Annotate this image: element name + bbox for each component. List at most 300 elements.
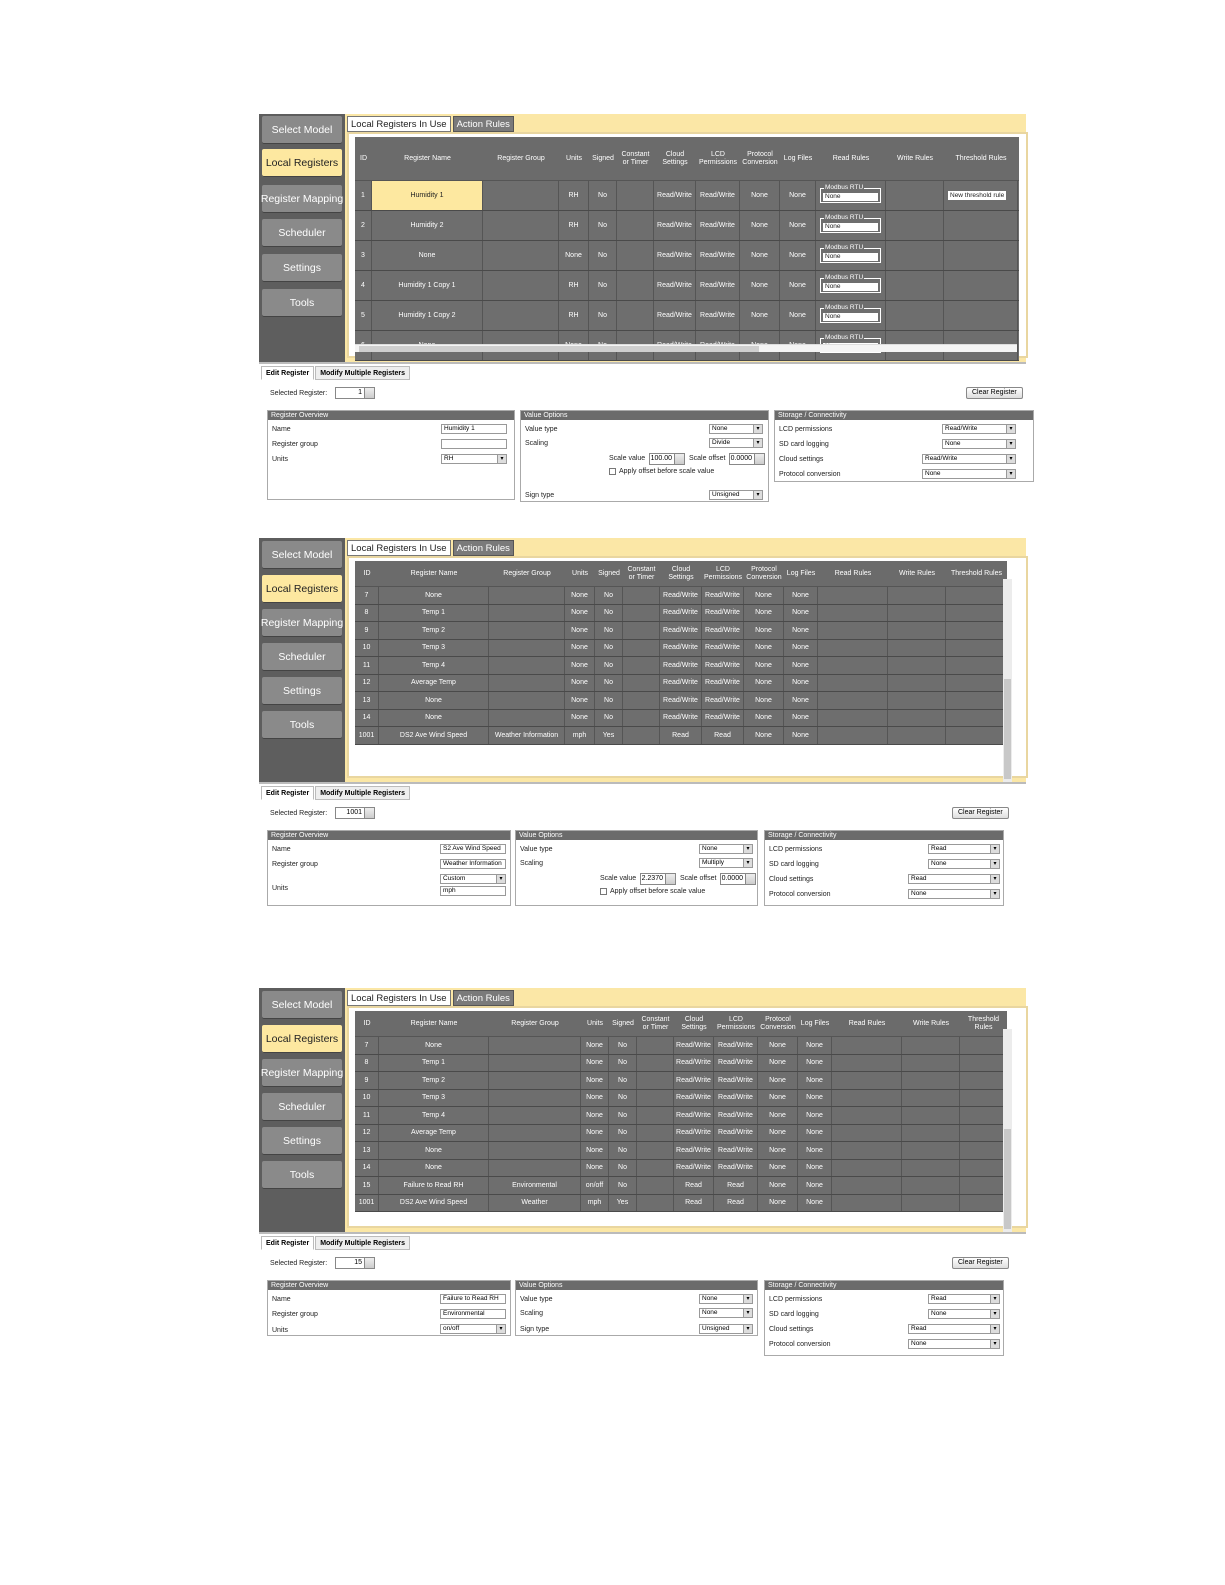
table-row[interactable] xyxy=(355,1037,1007,1055)
cell-signed: No xyxy=(595,640,623,657)
column-header-register-group[interactable]: Register Group xyxy=(511,1020,559,1027)
units-select[interactable]: Custom ▾ xyxy=(440,874,506,884)
column-header-protocol-conversion[interactable]: Protocol Conversion xyxy=(746,566,782,581)
cell-register-name: Temp 4 xyxy=(379,1107,489,1124)
cell-read-rules xyxy=(832,1177,902,1194)
cell-constant-timer xyxy=(623,605,660,622)
register-group-field[interactable] xyxy=(441,439,507,449)
clear-register-button[interactable]: Clear Register xyxy=(952,1257,1009,1269)
table-row[interactable] xyxy=(355,241,1019,271)
cell-register-group: Weather xyxy=(489,1195,581,1212)
cloud-settings-label: Cloud settings xyxy=(779,456,824,463)
nav-select-model[interactable]: Select Model xyxy=(262,116,342,144)
cell-lcd-permissions: Read/Write xyxy=(714,1090,758,1107)
cell-cloud-settings: Read/Write xyxy=(674,1037,714,1054)
read-rule-value: None xyxy=(823,223,878,231)
selected-register-stepper[interactable]: 1001 xyxy=(335,807,375,819)
column-header-lcd-permissions[interactable]: LCD Permissions xyxy=(703,566,743,581)
value-type-label: Value type xyxy=(520,846,553,853)
cell-lcd-permissions: Read/Write xyxy=(696,301,740,330)
cell-cloud-settings: Read/Write xyxy=(654,211,696,240)
nav-local-registers[interactable]: Local Registers xyxy=(262,149,342,177)
nav-select-model[interactable]: Select Model xyxy=(262,541,342,569)
vertical-scrollbar[interactable] xyxy=(1003,1029,1012,1239)
cell-constant-timer xyxy=(617,211,654,240)
column-header-protocol-conversion[interactable]: Protocol Conversion xyxy=(742,151,778,166)
cell-id: 13 xyxy=(355,1142,379,1159)
cell-log-files: None xyxy=(798,1142,832,1159)
cell-units: None xyxy=(581,1072,609,1089)
cell-signed: No xyxy=(595,622,623,639)
cell-units: None xyxy=(581,1107,609,1124)
tab-edit-register[interactable]: Edit Register xyxy=(261,366,314,380)
read-rule-box[interactable] xyxy=(820,274,881,293)
sd-card-logging-select[interactable]: None ▾ xyxy=(928,859,1000,869)
cell-read-rules xyxy=(816,241,886,270)
cell-register-group xyxy=(483,241,559,270)
screenshot-2 xyxy=(259,538,1026,910)
cell-units: None xyxy=(559,241,589,270)
apply-offset-checkbox[interactable] xyxy=(609,468,616,475)
cell-register-group xyxy=(489,1160,581,1177)
read-rule-box[interactable] xyxy=(820,214,881,233)
tab-edit-register[interactable]: Edit Register xyxy=(261,1236,314,1250)
cell-cloud-settings: Read/Write xyxy=(654,241,696,270)
cell-threshold-rules xyxy=(944,301,1018,330)
cell-read-rules xyxy=(832,1195,902,1212)
column-header-read-rules[interactable]: Read Rules xyxy=(834,570,872,577)
storage-header: Storage / Connectivity xyxy=(765,1281,1003,1290)
nav-settings[interactable]: Settings xyxy=(262,254,342,282)
cell-write-rules xyxy=(902,1090,960,1107)
cell-register-name: Average Temp xyxy=(379,1125,489,1142)
cell-threshold-rules xyxy=(944,241,1018,270)
tab-modify-multiple[interactable]: Modify Multiple Registers xyxy=(315,1236,410,1250)
protocol-conversion-label: Protocol conversion xyxy=(769,1341,831,1348)
column-header-threshold-rules[interactable]: Threshold Rules xyxy=(955,155,1007,162)
scale-offset-stepper[interactable]: 0.0000 xyxy=(720,873,756,885)
tab-local-registers[interactable]: Local Registers In Use xyxy=(347,116,451,132)
cell-read-rules xyxy=(818,727,888,744)
cell-id: 14 xyxy=(355,1160,379,1177)
cell-constant-timer xyxy=(623,622,660,639)
cell-register-name: Average Temp xyxy=(379,675,489,692)
cell-lcd-permissions: Read/Write xyxy=(714,1037,758,1054)
column-header-read-rules[interactable]: Read Rules xyxy=(848,1020,886,1027)
cell-lcd-permissions: Read/Write xyxy=(696,181,740,210)
cell-cloud-settings: Read/Write xyxy=(660,657,702,674)
cell-lcd-permissions: Read/Write xyxy=(702,622,744,639)
read-rule-label: Modbus RTU xyxy=(825,274,864,281)
table-row[interactable] xyxy=(355,1072,1007,1090)
cell-read-rules xyxy=(816,211,886,240)
clear-register-button[interactable]: Clear Register xyxy=(966,387,1023,399)
sign-type-select[interactable]: Unsigned ▾ xyxy=(699,1324,753,1334)
column-header-log-files[interactable]: Log Files xyxy=(800,1020,830,1027)
lcd-permissions-select[interactable]: Read ▾ xyxy=(928,1294,1000,1304)
cell-protocol-conversion: None xyxy=(758,1090,798,1107)
column-header-id[interactable]: ID xyxy=(363,1020,371,1027)
name-field[interactable]: S2 Ave Wind Speed xyxy=(440,844,506,854)
apply-offset-checkbox[interactable] xyxy=(600,888,607,895)
value-options-group xyxy=(515,830,758,906)
table-row[interactable] xyxy=(355,657,1007,675)
tab-local-registers[interactable]: Local Registers In Use xyxy=(347,990,451,1006)
scaling-select[interactable]: Divide ▾ xyxy=(709,438,763,448)
scrollbar-thumb[interactable] xyxy=(1004,1129,1011,1229)
registers-panel xyxy=(347,1006,1028,1228)
cell-id: 2 xyxy=(355,211,372,240)
edit-tabs xyxy=(261,786,411,800)
column-header-register-name[interactable]: Register Name xyxy=(410,570,458,577)
table-row[interactable] xyxy=(355,271,1019,301)
column-header-protocol-conversion[interactable]: Protocol Conversion xyxy=(760,1016,796,1031)
register-overview-group xyxy=(267,1280,511,1336)
cell-write-rules xyxy=(902,1195,960,1212)
column-header-read-rules[interactable]: Read Rules xyxy=(832,155,870,162)
cell-cloud-settings: Read/Write xyxy=(654,301,696,330)
cell-threshold-rules xyxy=(960,1072,1007,1089)
cell-write-rules xyxy=(886,211,944,240)
table-row[interactable] xyxy=(355,622,1007,640)
column-header-log-files[interactable]: Log Files xyxy=(786,570,816,577)
cell-signed: No xyxy=(589,301,617,330)
table-row[interactable] xyxy=(355,1142,1007,1160)
cell-units: None xyxy=(565,692,595,709)
scale-value-label: Scale value xyxy=(609,455,646,462)
cell-register-name: None xyxy=(379,1160,489,1177)
scale-offset-label: Scale offset xyxy=(689,455,726,462)
cell-lcd-permissions: Read/Write xyxy=(714,1142,758,1159)
units-custom-field[interactable]: mph xyxy=(440,886,506,896)
column-header-signed[interactable]: Signed xyxy=(612,1020,634,1027)
cell-id: 11 xyxy=(355,1107,379,1124)
scaling-select[interactable]: Multiply ▾ xyxy=(699,858,753,868)
read-rule-value: None xyxy=(823,283,878,291)
table-row[interactable] xyxy=(355,1160,1007,1178)
edit-tabs xyxy=(261,1236,411,1250)
cell-read-rules xyxy=(818,605,888,622)
read-rule-label: Modbus RTU xyxy=(825,304,864,311)
cell-register-group xyxy=(489,587,565,604)
cell-log-files: None xyxy=(784,622,818,639)
cell-cloud-settings: Read/Write xyxy=(674,1090,714,1107)
cell-protocol-conversion: None xyxy=(740,211,780,240)
tab-action-rules[interactable]: Action Rules xyxy=(453,540,514,556)
register-group-field[interactable]: Environmental xyxy=(440,1309,506,1319)
table-row[interactable] xyxy=(355,675,1007,693)
cell-write-rules xyxy=(886,241,944,270)
horizontal-scrollbar[interactable] xyxy=(355,344,1017,352)
cell-cloud-settings: Read/Write xyxy=(660,692,702,709)
cell-log-files: None xyxy=(798,1160,832,1177)
scale-value-stepper[interactable]: 2.2370 xyxy=(640,873,676,885)
cell-write-rules xyxy=(886,271,944,300)
lcd-permissions-select[interactable]: Read ▾ xyxy=(928,844,1000,854)
nav-register-mapping[interactable]: Register Mapping xyxy=(262,185,342,213)
scrollbar-thumb[interactable] xyxy=(1004,679,1011,779)
table-row[interactable] xyxy=(355,692,1007,710)
vertical-scrollbar[interactable] xyxy=(1003,579,1012,789)
table-row[interactable] xyxy=(355,727,1007,745)
nav-local-registers[interactable]: Local Registers xyxy=(262,1025,342,1053)
cell-protocol-conversion: None xyxy=(758,1195,798,1212)
column-header-signed[interactable]: Signed xyxy=(592,155,614,162)
edit-register-panel xyxy=(259,782,1026,910)
cloud-settings-select[interactable]: Read ▾ xyxy=(908,874,1000,884)
cell-register-group xyxy=(489,1107,581,1124)
tab-modify-multiple[interactable]: Modify Multiple Registers xyxy=(315,786,410,800)
cell-register-name: Temp 2 xyxy=(379,1072,489,1089)
column-header-write-rules[interactable]: Write Rules xyxy=(898,570,936,577)
cell-threshold-rules xyxy=(960,1107,1007,1124)
column-header-register-group[interactable]: Register Group xyxy=(503,570,551,577)
nav-register-mapping[interactable]: Register Mapping xyxy=(262,609,342,637)
cell-register-name: DS2 Ave Wind Speed xyxy=(379,1195,489,1212)
column-header-constant-timer[interactable]: Constant or Timer xyxy=(641,1016,670,1031)
table-row[interactable] xyxy=(355,587,1007,605)
cell-threshold-rules xyxy=(960,1125,1007,1142)
column-header-cloud-settings[interactable]: Cloud Settings xyxy=(662,151,688,166)
cloud-settings-select[interactable]: Read ▾ xyxy=(908,1324,1000,1334)
read-rule-box[interactable] xyxy=(820,244,881,263)
nav-tools[interactable]: Tools xyxy=(262,711,342,739)
table-row[interactable] xyxy=(355,1177,1007,1195)
column-header-threshold-rules[interactable]: Threshold Rules xyxy=(967,1016,1000,1031)
name-field[interactable]: Failure to Read RH xyxy=(440,1294,506,1304)
column-header-register-group[interactable]: Register Group xyxy=(497,155,545,162)
read-rule-label: Modbus RTU xyxy=(825,244,864,251)
column-header-constant-timer[interactable]: Constant or Timer xyxy=(621,151,650,166)
scale-value-stepper[interactable]: 100.00 xyxy=(649,453,685,465)
screenshot-3 xyxy=(259,988,1026,1360)
cell-threshold-rules xyxy=(960,1177,1007,1194)
column-header-threshold-rules[interactable]: Threshold Rules xyxy=(951,570,1002,577)
cell-cloud-settings: Read/Write xyxy=(660,605,702,622)
cell-threshold-rules xyxy=(946,605,1007,622)
scale-offset-stepper[interactable]: 0.0000 xyxy=(729,453,765,465)
scaling-select[interactable]: None ▾ xyxy=(699,1308,753,1318)
cell-register-name: None xyxy=(379,587,489,604)
column-header-write-rules[interactable]: Write Rules xyxy=(896,155,934,162)
cell-constant-timer xyxy=(637,1160,674,1177)
column-header-register-name[interactable]: Register Name xyxy=(410,1020,458,1027)
value-type-select[interactable]: None ▾ xyxy=(709,424,763,434)
cell-register-name: Temp 3 xyxy=(379,640,489,657)
cell-lcd-permissions: Read/Write xyxy=(696,211,740,240)
protocol-conversion-select[interactable]: None ▾ xyxy=(908,889,1000,899)
table-header xyxy=(355,137,1019,181)
cell-constant-timer xyxy=(623,675,660,692)
tab-action-rules[interactable]: Action Rules xyxy=(453,116,514,132)
cell-read-rules xyxy=(818,622,888,639)
table-row[interactable] xyxy=(355,211,1019,241)
units-select[interactable]: RH ▾ xyxy=(441,454,507,464)
table-row[interactable] xyxy=(355,1055,1007,1073)
column-header-lcd-permissions[interactable]: LCD Permissions xyxy=(698,151,738,166)
cell-log-files: None xyxy=(784,587,818,604)
table-row[interactable] xyxy=(355,301,1019,331)
cell-log-files: None xyxy=(798,1055,832,1072)
tab-local-registers[interactable]: Local Registers In Use xyxy=(347,540,451,556)
cell-constant-timer xyxy=(637,1107,674,1124)
cell-id: 8 xyxy=(355,1055,379,1072)
sd-card-logging-select[interactable]: None ▾ xyxy=(942,439,1016,449)
cell-signed: No xyxy=(595,605,623,622)
value-type-select[interactable]: None ▾ xyxy=(699,1294,753,1304)
column-header-cloud-settings[interactable]: Cloud Settings xyxy=(681,1016,707,1031)
table-row[interactable] xyxy=(355,605,1007,623)
cell-write-rules xyxy=(886,301,944,330)
cell-lcd-permissions: Read/Write xyxy=(702,605,744,622)
cell-register-name: Temp 3 xyxy=(379,1090,489,1107)
read-rule-box[interactable] xyxy=(820,184,881,203)
cell-read-rules xyxy=(818,710,888,727)
cell-write-rules xyxy=(902,1125,960,1142)
table-row[interactable] xyxy=(355,1090,1007,1108)
protocol-conversion-select[interactable]: None ▾ xyxy=(908,1339,1000,1349)
column-header-units[interactable]: Units xyxy=(566,155,582,162)
cell-constant-timer xyxy=(617,271,654,300)
cell-id: 7 xyxy=(355,587,379,604)
cell-cloud-settings: Read/Write xyxy=(674,1142,714,1159)
cell-write-rules xyxy=(902,1177,960,1194)
cell-lcd-permissions: Read/Write xyxy=(696,241,740,270)
nav-register-mapping[interactable]: Register Mapping xyxy=(262,1059,342,1087)
cell-lcd-permissions: Read/Write xyxy=(702,710,744,727)
nav-scheduler[interactable]: Scheduler xyxy=(262,643,342,671)
nav-select-model[interactable]: Select Model xyxy=(262,991,342,1019)
cell-signed: No xyxy=(589,211,617,240)
cell-write-rules xyxy=(902,1160,960,1177)
main-panel xyxy=(345,538,1026,784)
nav-settings[interactable]: Settings xyxy=(262,677,342,705)
cell-register-name: None xyxy=(379,692,489,709)
units-select[interactable]: on/off ▾ xyxy=(440,1324,506,1334)
lcd-permissions-select[interactable]: Read/Write ▾ xyxy=(942,424,1016,434)
scaling-label: Scaling xyxy=(520,860,543,867)
column-header-constant-timer[interactable]: Constant or Timer xyxy=(627,566,656,581)
cell-id: 15 xyxy=(355,1177,379,1194)
cell-write-rules xyxy=(902,1107,960,1124)
protocol-conversion-select[interactable]: None ▾ xyxy=(922,469,1016,479)
cell-write-rules xyxy=(888,727,946,744)
cloud-settings-select[interactable]: Read/Write ▾ xyxy=(922,454,1016,464)
sign-type-select[interactable]: Unsigned ▾ xyxy=(709,490,763,500)
cell-log-files: None xyxy=(798,1090,832,1107)
column-header-id[interactable]: ID xyxy=(360,155,367,162)
cell-read-rules xyxy=(832,1125,902,1142)
cell-units: None xyxy=(565,640,595,657)
cell-id: 12 xyxy=(355,1125,379,1142)
register-overview-group xyxy=(267,830,511,906)
sd-card-logging-select[interactable]: None ▾ xyxy=(928,1309,1000,1319)
nav-tools[interactable]: Tools xyxy=(262,289,342,317)
nav-tools[interactable]: Tools xyxy=(262,1161,342,1189)
edit-register-panel xyxy=(259,1232,1026,1360)
selected-register-stepper[interactable]: 15 xyxy=(335,1257,375,1269)
cell-read-rules xyxy=(816,301,886,330)
registers-table xyxy=(355,137,1019,342)
cell-units: None xyxy=(565,657,595,674)
cell-register-name: Temp 1 xyxy=(379,1055,489,1072)
name-label: Name xyxy=(272,1296,291,1303)
column-header-cloud-settings[interactable]: Cloud Settings xyxy=(668,566,694,581)
column-header-lcd-permissions[interactable]: LCD Permissions xyxy=(716,1016,756,1031)
column-header-log-files[interactable]: Log Files xyxy=(783,155,813,162)
nav-settings[interactable]: Settings xyxy=(262,1127,342,1155)
cell-id: 12 xyxy=(355,675,379,692)
table-row[interactable] xyxy=(355,640,1007,658)
register-overview-group xyxy=(267,410,515,500)
storage-header: Storage / Connectivity xyxy=(765,831,1003,840)
table-row[interactable] xyxy=(355,1125,1007,1143)
register-overview-header: Register Overview xyxy=(268,1281,510,1290)
cell-protocol-conversion: None xyxy=(740,271,780,300)
cell-read-rules xyxy=(832,1142,902,1159)
clear-register-button[interactable]: Clear Register xyxy=(952,807,1009,819)
read-rule-box[interactable] xyxy=(820,304,881,323)
nav-scheduler[interactable]: Scheduler xyxy=(262,1093,342,1121)
scrollbar-thumb[interactable] xyxy=(359,346,759,352)
table-row[interactable] xyxy=(355,710,1007,728)
cell-cloud-settings: Read/Write xyxy=(660,640,702,657)
table-row[interactable] xyxy=(355,1107,1007,1125)
registers-panel xyxy=(347,132,1028,358)
selected-register-label: Selected Register: xyxy=(270,810,328,817)
cell-lcd-permissions: Read xyxy=(714,1177,758,1194)
cell-read-rules xyxy=(818,675,888,692)
cell-threshold-rules xyxy=(946,587,1007,604)
cell-id: 9 xyxy=(355,1072,379,1089)
nav-local-registers[interactable]: Local Registers xyxy=(262,575,342,603)
cell-threshold-rules xyxy=(946,675,1007,692)
cell-log-files: None xyxy=(798,1037,832,1054)
tab-modify-multiple[interactable]: Modify Multiple Registers xyxy=(315,366,410,380)
tab-action-rules[interactable]: Action Rules xyxy=(453,990,514,1006)
scale-value-label: Scale value xyxy=(600,875,637,882)
cell-threshold-rules xyxy=(960,1037,1007,1054)
value-type-select[interactable]: None ▾ xyxy=(699,844,753,854)
cell-threshold-rules xyxy=(944,271,1018,300)
tab-edit-register[interactable]: Edit Register xyxy=(261,786,314,800)
cell-signed: No xyxy=(609,1090,637,1107)
name-field[interactable]: Humidity 1 xyxy=(441,424,507,434)
cell-log-files: None xyxy=(784,727,818,744)
table-row[interactable] xyxy=(355,181,1019,211)
cell-register-group xyxy=(489,692,565,709)
threshold-rule-value[interactable]: New threshold rule xyxy=(950,192,1005,199)
nav-scheduler[interactable]: Scheduler xyxy=(262,219,342,247)
read-rule-value: None xyxy=(823,313,878,321)
column-header-units[interactable]: Units xyxy=(572,570,588,577)
column-header-id[interactable]: ID xyxy=(363,570,371,577)
register-group-field[interactable]: Weather Information xyxy=(440,859,506,869)
cell-units: mph xyxy=(581,1195,609,1212)
column-header-units[interactable]: Units xyxy=(587,1020,603,1027)
sidebar xyxy=(259,538,345,782)
cell-protocol-conversion: None xyxy=(758,1125,798,1142)
cell-read-rules xyxy=(832,1160,902,1177)
column-header-register-name[interactable]: Register Name xyxy=(404,155,451,162)
column-header-signed[interactable]: Signed xyxy=(598,570,620,577)
cell-threshold-rules xyxy=(946,727,1007,744)
selected-register-stepper[interactable]: 1 xyxy=(335,387,375,399)
cell-units: RH xyxy=(559,271,589,300)
cell-constant-timer xyxy=(617,241,654,270)
table-row[interactable] xyxy=(355,1195,1007,1213)
column-header-write-rules[interactable]: Write Rules xyxy=(912,1020,950,1027)
